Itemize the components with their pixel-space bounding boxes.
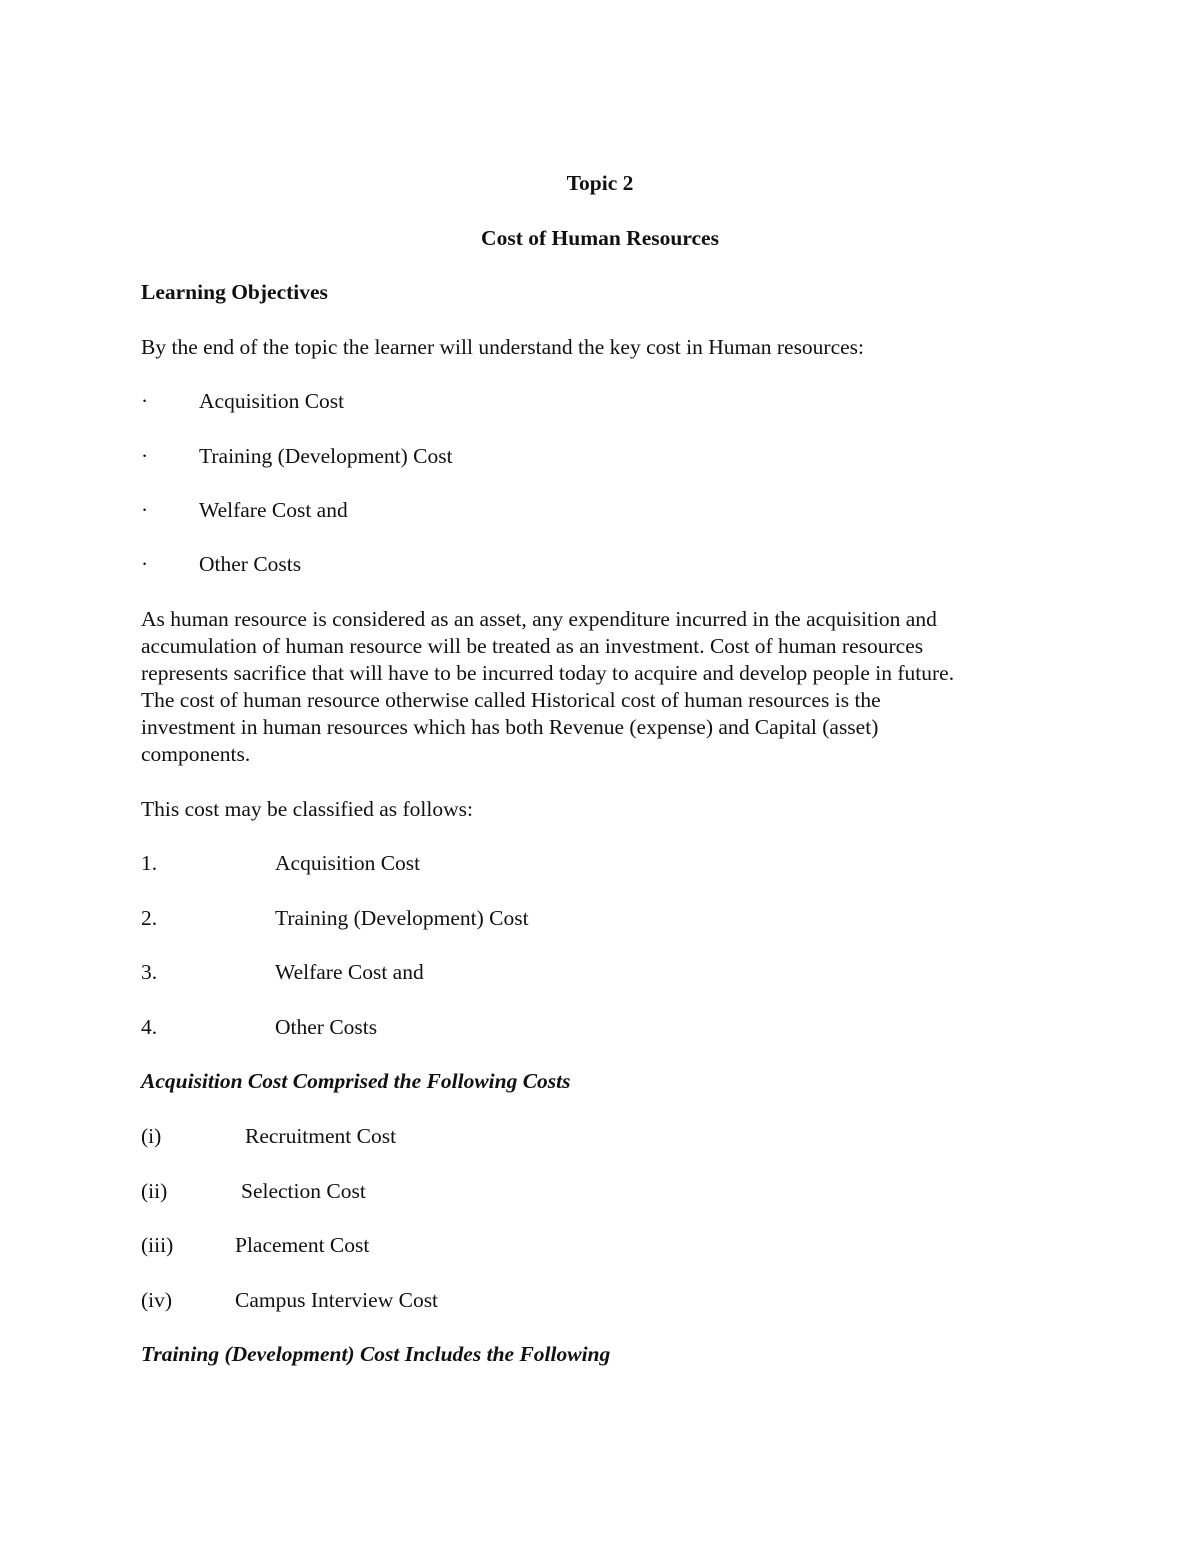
paragraph-line: represents sacrifice that will have to be incurred today to acquire and develop people in future.: [141, 661, 955, 685]
bullet-mark: ·: [141, 389, 149, 413]
bullet-text: Training (Development) Cost: [199, 444, 453, 468]
item-text: Selection Cost: [241, 1179, 366, 1203]
paragraph-line: As human resource is considered as an asset, any expenditure incurred in the acquisition and: [141, 607, 937, 631]
item-number: (iii): [141, 1233, 174, 1257]
item-text: Other Costs: [275, 1015, 378, 1039]
item-number: (ii): [141, 1179, 168, 1203]
bullet-text: Acquisition Cost: [199, 389, 345, 413]
item-text: Acquisition Cost: [275, 851, 421, 875]
acquisition-heading: Acquisition Cost Comprised the Following Costs: [141, 1069, 571, 1093]
item-number: 2.: [141, 906, 158, 930]
bullet-text: Other Costs: [199, 552, 302, 576]
item-number: (i): [141, 1124, 162, 1148]
paragraph-line: The cost of human resource otherwise called Historical cost of human resources is the: [141, 688, 881, 712]
topic-label: Topic 2: [566, 171, 634, 195]
bullet-mark: ·: [141, 444, 149, 468]
bullet-mark: ·: [141, 552, 149, 576]
item-number: 3.: [141, 960, 158, 984]
bullet-text: Welfare Cost and: [199, 498, 348, 522]
intro-text: By the end of the topic the learner will understand the key cost in Human resources:: [141, 335, 865, 359]
item-number: 4.: [141, 1015, 158, 1039]
objectives-heading: Learning Objectives: [141, 280, 328, 304]
classified-intro: This cost may be classified as follows:: [141, 797, 473, 821]
training-heading: Training (Development) Cost Includes the Following: [141, 1342, 611, 1366]
body-paragraph: [141, 606, 1041, 768]
document-title: Cost of Human Resources: [481, 226, 719, 250]
paragraph-line: accumulation of human resource will be treated as an investment. Cost of human resources: [141, 634, 924, 658]
item-text: Welfare Cost and: [275, 960, 424, 984]
item-text: Recruitment Cost: [245, 1124, 397, 1148]
item-text: Training (Development) Cost: [275, 906, 529, 930]
item-text: Campus Interview Cost: [235, 1288, 439, 1312]
item-number: 1.: [141, 851, 158, 875]
item-number: (iv): [141, 1288, 173, 1312]
paragraph-line: investment in human resources which has both Revenue (expense) and Capital (asset): [141, 715, 879, 739]
bullet-mark: ·: [141, 498, 149, 522]
item-text: Placement Cost: [235, 1233, 370, 1257]
paragraph-line: components.: [141, 742, 251, 766]
